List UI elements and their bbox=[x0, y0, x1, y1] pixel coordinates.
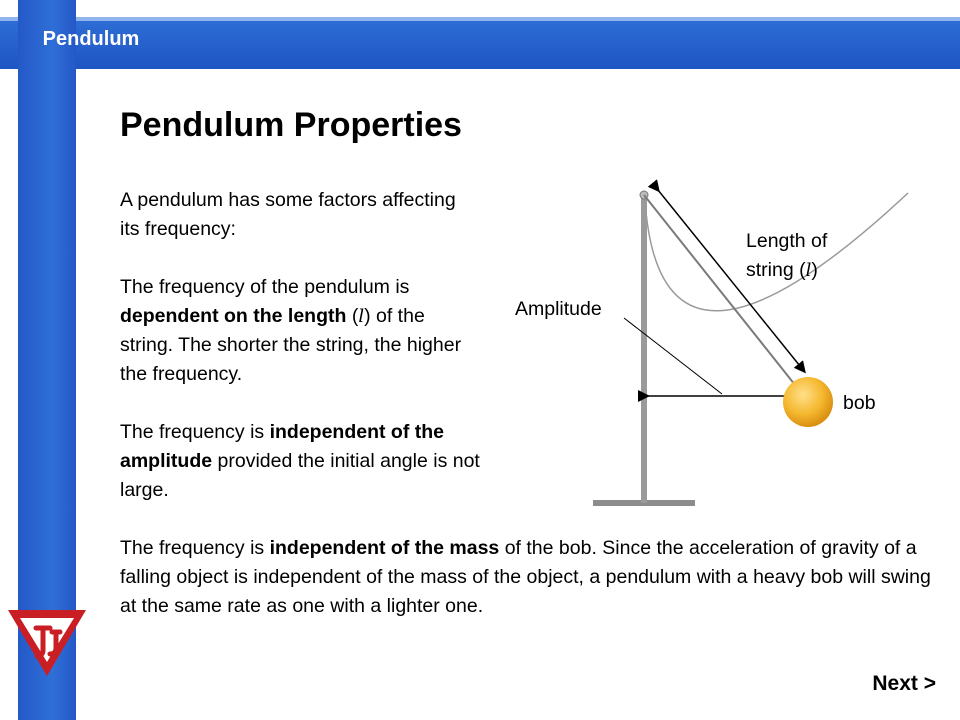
stand-pole bbox=[641, 195, 647, 503]
mass-bold: independent of the mass bbox=[269, 537, 500, 559]
mass-text-1: The frequency is bbox=[120, 537, 270, 559]
bob bbox=[783, 377, 833, 427]
amplitude-bold: independent of the amplitude bbox=[120, 421, 444, 472]
amplitude-leader bbox=[624, 318, 722, 394]
mass-text-2: of the bob. Since the acceleration of gravity of a falling object is independent of the mass of the object, a pendulum with a heavy bob will swing at the same rate as one with a lighter one. bbox=[120, 537, 931, 617]
length-label-symbol: l bbox=[805, 260, 812, 281]
bob-label: bob bbox=[843, 392, 876, 414]
length-text-3: ) of the string. The shorter the string, the higher the frequency. bbox=[120, 305, 462, 385]
mass-paragraph bbox=[120, 534, 940, 621]
logo-icon bbox=[6, 606, 88, 678]
amplitude-text-2: provided the initial angle is not large. bbox=[120, 450, 480, 501]
intro-text bbox=[120, 186, 480, 244]
header-highlight bbox=[0, 17, 960, 21]
length-label-close: ) bbox=[811, 259, 818, 281]
length-paragraph bbox=[120, 273, 480, 389]
amplitude-label: Amplitude bbox=[515, 298, 602, 320]
page-title: Pendulum Properties bbox=[120, 106, 462, 144]
amplitude-paragraph bbox=[120, 418, 480, 505]
length-bold: dependent on the length bbox=[120, 305, 347, 327]
pendulum-string bbox=[644, 195, 807, 400]
length-symbol: l bbox=[358, 306, 365, 327]
amplitude-text-1: The frequency is bbox=[120, 421, 270, 443]
length-label bbox=[746, 227, 827, 285]
header-title: Pendulum bbox=[42, 28, 140, 50]
intro-text-content: A pendulum has some factors affecting its frequency: bbox=[120, 189, 456, 240]
length-text-1: The frequency of the pendulum is bbox=[120, 276, 410, 298]
length-label-line2: string ( bbox=[746, 259, 806, 281]
pendulum-diagram bbox=[500, 175, 940, 515]
pendulum-illustration bbox=[500, 175, 940, 515]
next-button[interactable]: Next > bbox=[872, 672, 936, 695]
length-label-line1: Length of bbox=[746, 230, 828, 252]
length-text-2: ( bbox=[346, 305, 359, 327]
